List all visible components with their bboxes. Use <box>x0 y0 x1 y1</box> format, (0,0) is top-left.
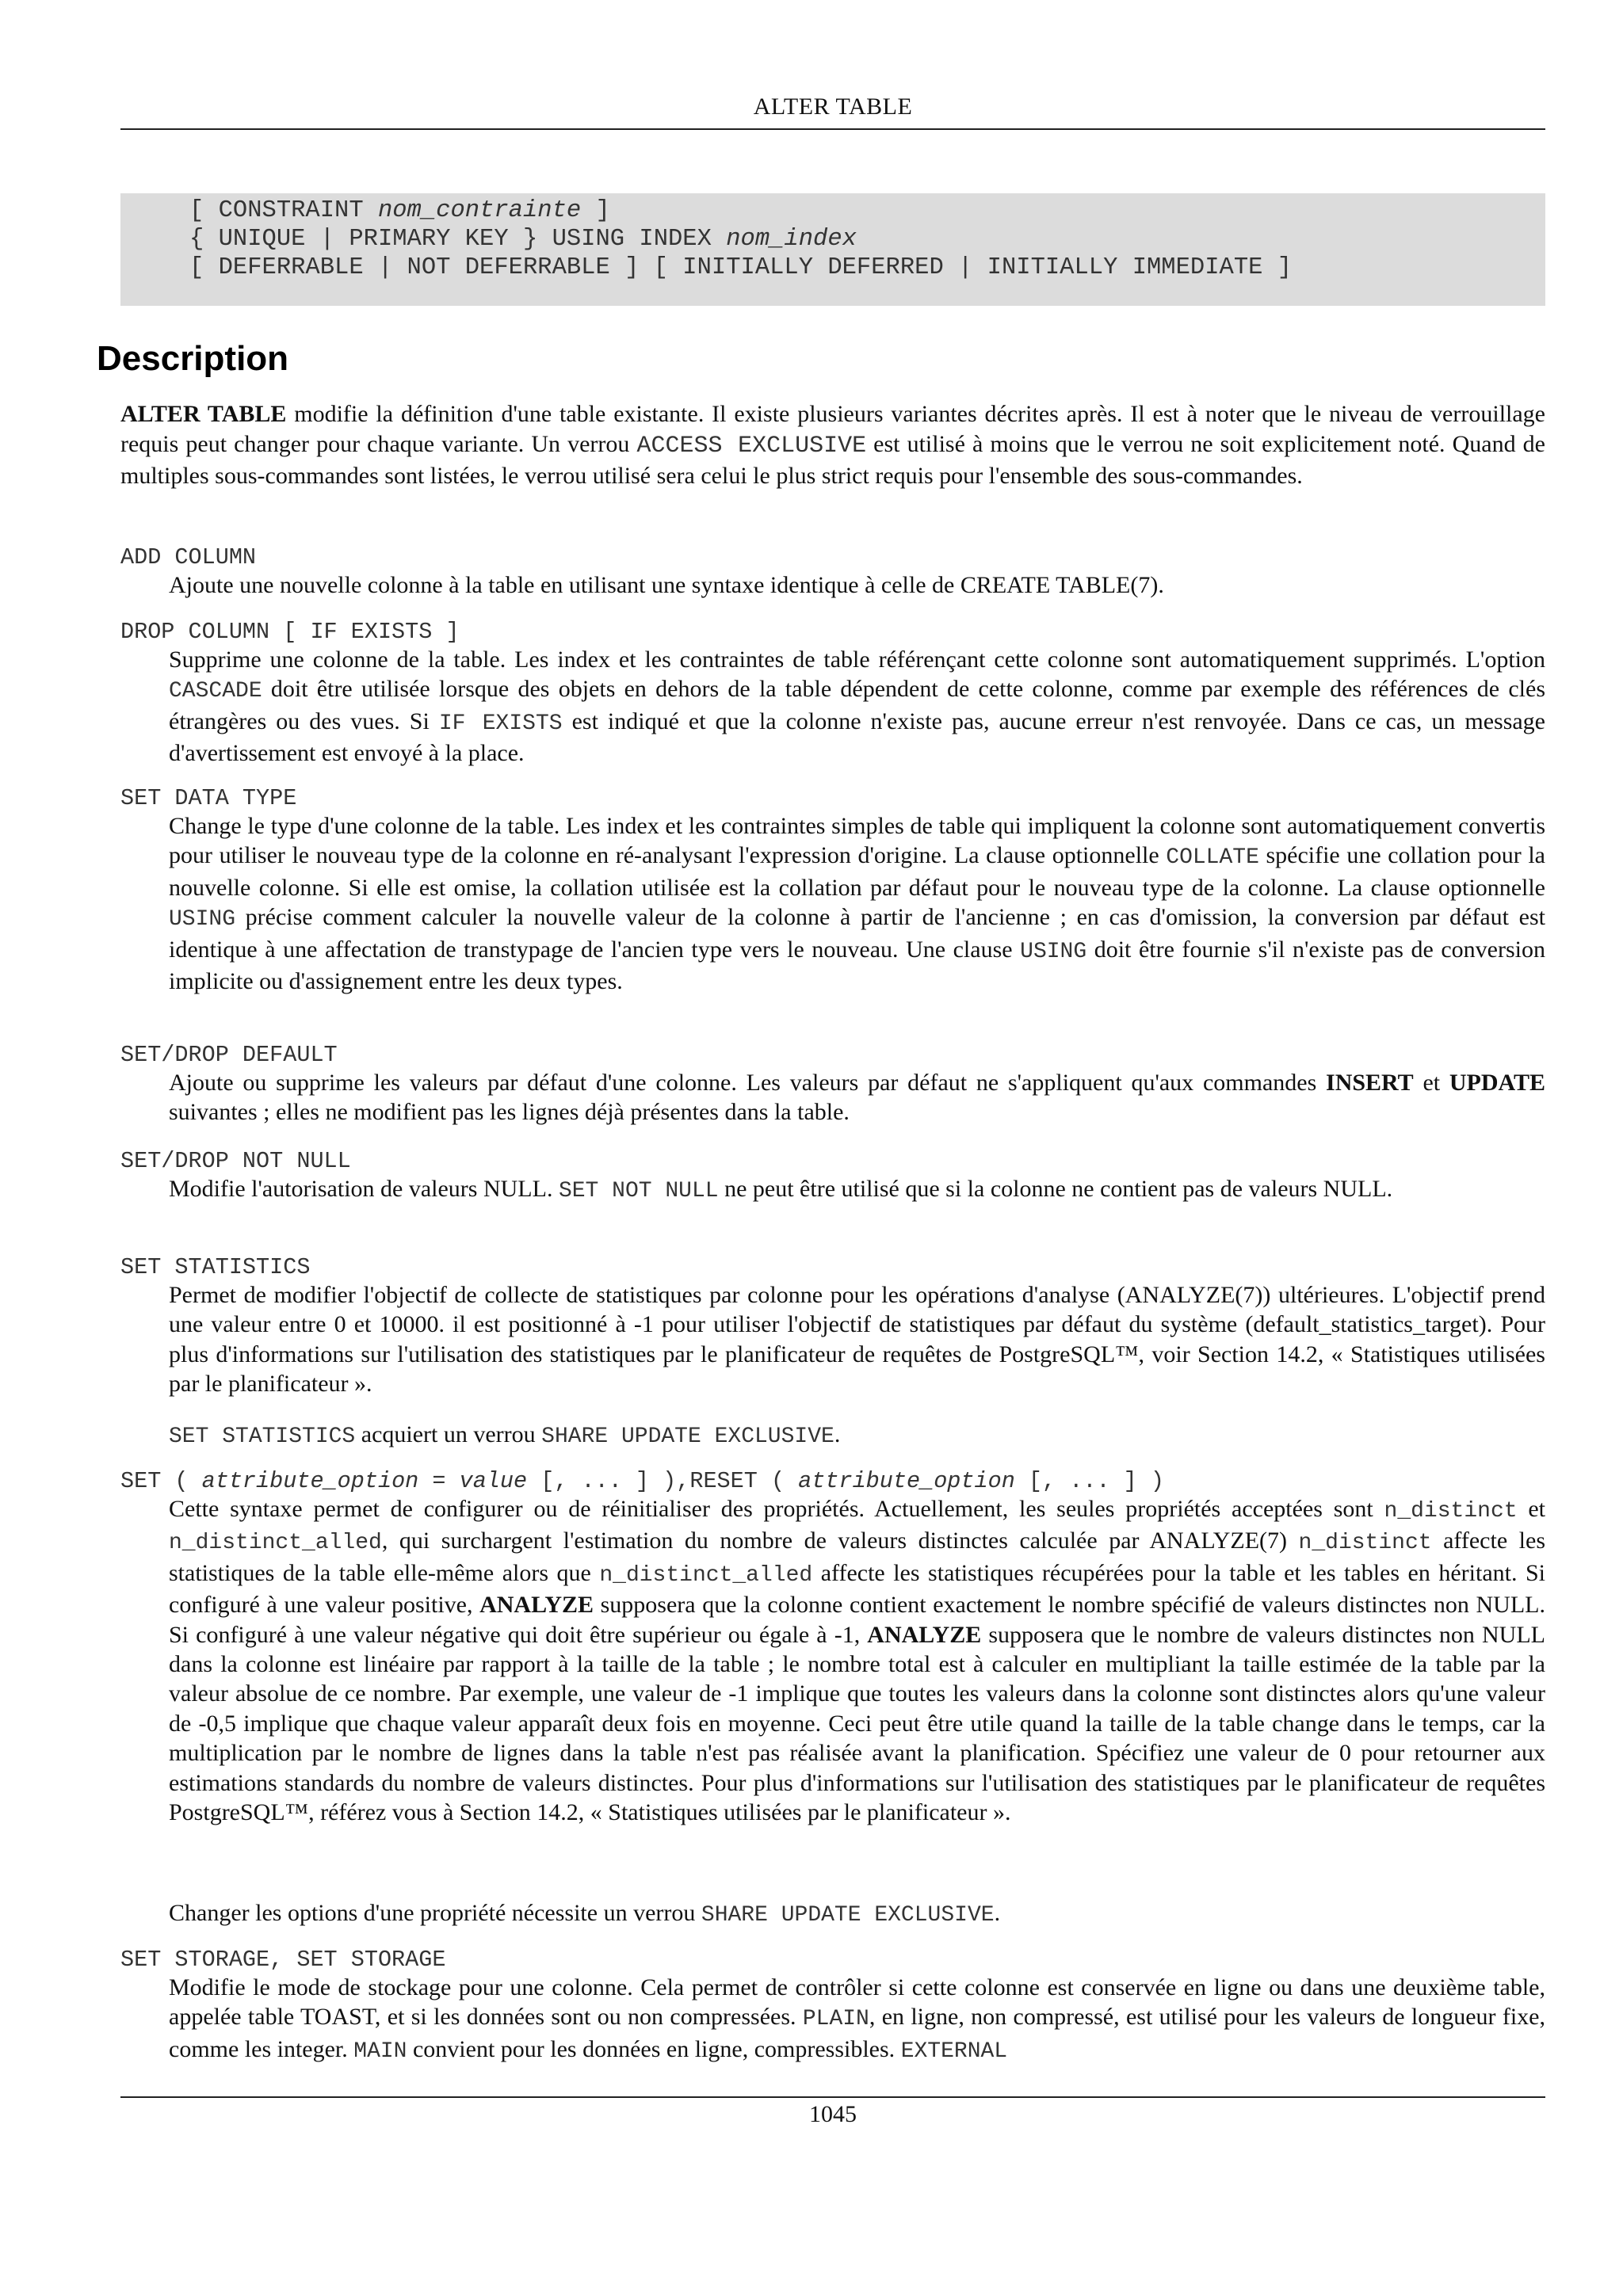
term-set-storage: SET STORAGE, SET STORAGE <box>120 1947 446 1973</box>
definition-add-column <box>169 570 1545 600</box>
term-add-column: ADD COLUMN <box>120 544 257 570</box>
definition-text: doit être fournie s'il n'existe pas de conversion implicite ou d'assignement entre les deux types. <box>169 936 1545 995</box>
synopsis-placeholder: nom_contrainte <box>377 197 582 224</box>
definition-set-reset-options-lock <box>169 1898 1545 1930</box>
definition-text: Changer les options d'une propriété nécessite un verrou <box>169 1900 701 1926</box>
inline-code: n_distinct <box>1298 1531 1432 1556</box>
term-set-drop-not-null: SET/DROP NOT NULL <box>120 1148 351 1174</box>
command-name: ANALYZE <box>867 1621 982 1648</box>
definition-text: Ajoute une nouvelle colonne à la table en utilisant une syntaxe identique à celle de CREATE TABLE(7). <box>169 572 1164 598</box>
definition-text: et <box>1517 1496 1545 1522</box>
definition-text: doit être utilisée lorsque des objets en dehors de la table dépendent de cette colonne, comme par exemple des références de clés étrangères ou des vues. Si <box>169 676 1545 734</box>
definition-set-statistics-lock <box>169 1420 1545 1451</box>
definition-text: Modifie le mode de stockage pour une colonne. Cela permet de contrôler si cette colonne est conservée en ligne ou dans une deuxième table, appelée table TOAST, et si les données sont ou non compressées. <box>169 1974 1545 2031</box>
term-set-data-type: SET DATA TYPE <box>120 785 297 811</box>
running-header: ALTER TABLE <box>753 93 913 120</box>
intro-text: modifie la définition d'une table existante. Il existe plusieurs variantes décrites après. Il est à noter que le niveau de verrouillage requis peut changer pour chaque variante. Un verrou <box>120 401 1545 457</box>
synopsis-text: ] <box>581 197 610 224</box>
term-drop-column: DROP COLUMN [ IF EXISTS ] <box>120 619 460 645</box>
definition-text: supposera que la colonne contient exactement le nombre spécifié de valeurs distinctes non NULL. Si configuré à une valeur négative qui doit être supérieur ou égale à -1, <box>169 1592 1545 1648</box>
synopsis-line-1 <box>189 196 1545 225</box>
definition-text: est indiqué et que la colonne n'existe pas, aucune erreur n'est renvoyée. Dans ce cas, un message d'avertissement est envoyé à la place. <box>169 707 1545 767</box>
definition-text: ne peut être utilisé que si la colonne ne contient pas de valeurs NULL. <box>718 1176 1393 1202</box>
definition-text: Change le type d'une colonne de la table. Les index et les contraintes simples de table qui impliquent la colonne sont automatiquement convertis pour utiliser le nouveau type de la colonne en ré-analysant l'expression d'origine. La clause optionnelle <box>169 813 1545 869</box>
term-set-reset-options <box>120 1467 1164 1496</box>
definition-text: acquiert un verrou <box>355 1421 542 1447</box>
inline-code: SET STATISTICS <box>169 1425 356 1449</box>
command-name: ALTER TABLE <box>120 401 287 427</box>
synopsis-line-3: [ DEFERRABLE | NOT DEFERRABLE ] [ INITIALLY DEFERRED | INITIALLY IMMEDIATE ] <box>189 254 1293 281</box>
definition-set-drop-default <box>169 1068 1545 1127</box>
inline-code: MAIN <box>353 2039 407 2064</box>
inline-code: n_distinct <box>1384 1499 1518 1524</box>
term-placeholder: attribute_option <box>201 1468 419 1494</box>
term-text: SET ( <box>120 1468 202 1494</box>
synopsis-placeholder: nom_index <box>726 226 857 253</box>
definition-text: affecte les statistiques récupérées pour la table et les tables en héritant. Si configuré à une valeur positive, <box>169 1559 1545 1619</box>
term-text: [, ... ] ),RESET ( <box>527 1468 799 1494</box>
definition-text: suivantes ; elles ne modifient pas les lignes déjà présentes dans la table. <box>169 1099 850 1126</box>
definition-drop-column <box>169 645 1545 769</box>
term-placeholder: attribute_option <box>798 1468 1015 1494</box>
definition-text: précise comment calculer la nouvelle valeur de la colonne à partir de l'ancienne ; en cas d'omission, la conversion par défaut est identique à une affectation de transtypage de l'ancien type vers le nouveau. Une clause <box>169 904 1545 963</box>
inline-code: IF EXISTS <box>438 711 563 736</box>
inline-code: EXTERNAL <box>900 2039 1008 2064</box>
definition-set-reset-options <box>169 1494 1545 1827</box>
inline-code: ACCESS EXCLUSIVE <box>636 432 867 460</box>
command-name: INSERT <box>1326 1070 1414 1096</box>
term-text: = <box>418 1468 460 1494</box>
term-text: [, ... ] ) <box>1014 1468 1164 1494</box>
definition-text: Supprime une colonne de la table. Les index et les contraintes de table référençant cette colonne sont automatiquement supprimés. L'option <box>169 646 1545 673</box>
section-title: Description <box>97 339 289 378</box>
definition-text: , qui surchargent l'estimation du nombre de valeurs distinctes calculée par ANALYZE(7) <box>381 1527 1299 1554</box>
definition-text: Modifie l'autorisation de valeurs NULL. <box>169 1176 559 1202</box>
synopsis-text: { UNIQUE | PRIMARY KEY } USING INDEX <box>189 226 727 253</box>
synopsis-code-block <box>120 193 1545 306</box>
inline-code: SET NOT NULL <box>558 1179 719 1203</box>
term-set-statistics: SET STATISTICS <box>120 1254 311 1280</box>
definition-text: , en ligne, non compressé, est utilisé pour les valeurs de longueur fixe, comme les integer. <box>169 2004 1545 2062</box>
inline-code: SHARE UPDATE EXCLUSIVE <box>701 1903 995 1928</box>
inline-code: CASCADE <box>169 679 262 704</box>
definition-set-drop-not-null <box>169 1174 1545 1206</box>
inline-code: n_distinct_alled <box>599 1562 813 1588</box>
command-name: UPDATE <box>1449 1070 1545 1096</box>
term-set-drop-default: SET/DROP DEFAULT <box>120 1042 338 1068</box>
definition-text: Cette syntaxe permet de configurer ou de réinitialiser des propriétés. Actuellement, les seules propriétés acceptées sont <box>169 1496 1384 1522</box>
definition-text: convient pour les données en ligne, compressibles. <box>407 2035 901 2062</box>
intro-paragraph <box>120 399 1545 491</box>
definition-text: supposera que le nombre de valeurs distinctes non NULL dans la colonne est linéaire par rapport à la taille de la table ; le nombre total est à calculer en multipliant la taille estimée de la table par la valeur absolue de ce nombre. Par exemple, une valeur de -1 implique que toutes les valeurs dans la colonne sont distinctes alors qu'une valeur de -0,5 implique que chaque valeur apparaît deux fois en moyenne. Ceci peut être utile quand la taille de la table change dans le temps, car la multiplication par le nombre de lignes dans la table n'est pas réalisée avant la planification. Spécifiez une valeur de 0 pour retourner aux estimations standards du nombre de valeurs distinctes. Pour plus d'informations sur l'utilisation des statistiques par le planificateur de requêtes PostgreSQL™, référez vous à Section 14.2, « Statistiques utilisées par le planificateur ». <box>169 1621 1545 1826</box>
definition-set-statistics <box>169 1280 1545 1399</box>
definition-text: affecte les statistiques de la table elle-même alors que <box>169 1527 1545 1586</box>
synopsis-line-2 <box>189 225 1545 254</box>
definition-text: . <box>994 1900 1001 1926</box>
inline-code: COLLATE <box>1166 845 1259 871</box>
definition-text: spécifie une collation pour la nouvelle colonne. Si elle est omise, la collation utilisée est la collation par défaut pour le nouveau type de la colonne. La clause optionnelle <box>169 842 1545 901</box>
intro-text: est utilisé à moins que le verrou ne soit explicitement noté. Quand de multiples sous-commandes sont listées, le verrou utilisé sera celui le plus strict requis pour l'ensemble des sous-commandes. <box>120 430 1545 489</box>
header-rule <box>120 128 1545 130</box>
inline-code: PLAIN <box>802 2007 869 2032</box>
footer-rule <box>120 2096 1545 2098</box>
definition-text: Permet de modifier l'objectif de collecte de statistiques par colonne pour les opérations d'analyse (ANALYZE(7)) ultérieures. L'objectif prend une valeur entre 0 et 10000. il est positionné à -1 pour utiliser l'objectif de statistiques par défaut du système (default_statistics_target). Pour plus d'informations sur l'utilisation des statistiques par le planificateur de requêtes de PostgreSQL™, voir Section 14.2, « Statistiques utilisées par le planificateur ». <box>169 1282 1545 1398</box>
definition-set-storage <box>169 1973 1545 2066</box>
synopsis-text: [ CONSTRAINT <box>189 197 378 224</box>
term-placeholder: value <box>459 1468 528 1494</box>
page-number: 1045 <box>809 2101 857 2127</box>
definition-text: et <box>1413 1070 1449 1096</box>
definition-text: . <box>834 1421 841 1447</box>
inline-code: n_distinct_alled <box>169 1531 382 1556</box>
inline-code: USING <box>1020 939 1087 964</box>
command-name: ANALYZE <box>479 1592 594 1619</box>
definition-set-data-type <box>169 811 1545 996</box>
inline-code: SHARE UPDATE EXCLUSIVE <box>541 1425 834 1449</box>
definition-text: Ajoute ou supprime les valeurs par défaut d'une colonne. Les valeurs par défaut ne s'appliquent qu'aux commandes <box>169 1070 1327 1096</box>
inline-code: USING <box>169 907 236 933</box>
